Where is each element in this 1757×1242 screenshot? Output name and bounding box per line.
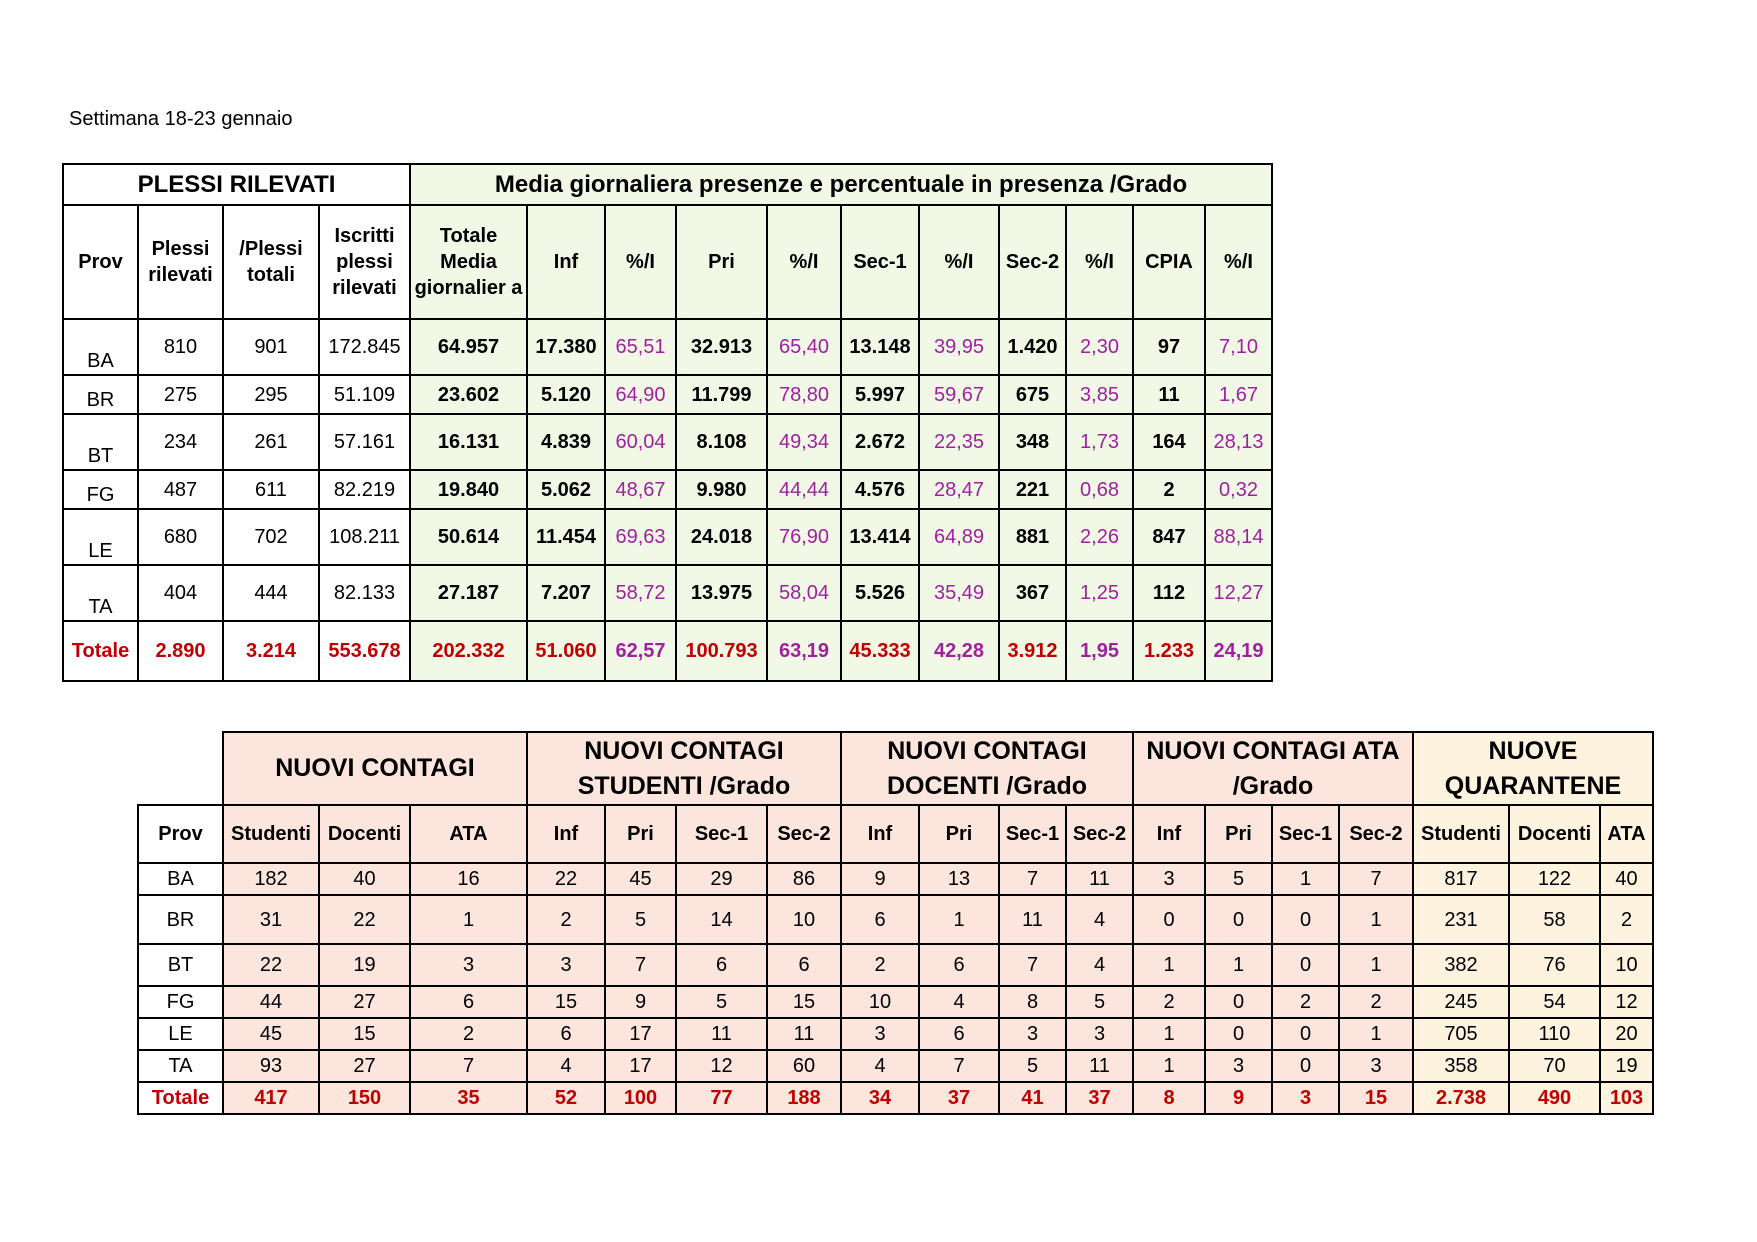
table-row [138, 1018, 1653, 1050]
table-cell: 58,04 [767, 565, 841, 621]
table-cell: 847 [1133, 509, 1205, 565]
table-cell: 27.187 [410, 565, 527, 621]
table-cell: 62,57 [605, 621, 676, 681]
table-cell: 48,67 [605, 470, 676, 509]
table-cell: 0 [1272, 944, 1339, 986]
table-cell: 0 [1205, 986, 1272, 1018]
table-cell: 3 [999, 1018, 1066, 1050]
table-cell: 611 [223, 470, 319, 509]
table-cell: 2 [527, 895, 605, 944]
table-cell: 553.678 [319, 621, 410, 681]
table-cell: 16 [410, 863, 527, 895]
table-cell: 9 [841, 863, 919, 895]
table-cell: 70 [1509, 1050, 1600, 1082]
column-header: %/I [605, 205, 676, 319]
table-cell: 490 [1509, 1082, 1600, 1114]
presence-table [62, 163, 1273, 682]
table-cell: 6 [919, 1018, 999, 1050]
table-cell: 12,27 [1205, 565, 1272, 621]
column-header: Studenti [1413, 805, 1509, 863]
table-cell: 3 [1272, 1082, 1339, 1114]
table-cell: 10 [1600, 944, 1653, 986]
table-cell: 3,85 [1066, 375, 1133, 414]
table-cell: 6 [527, 1018, 605, 1050]
table-cell: 5 [676, 986, 767, 1018]
table-cell: 702 [223, 509, 319, 565]
province-cell: TA [138, 1050, 223, 1082]
province-cell: BA [138, 863, 223, 895]
table-cell: 27 [319, 986, 410, 1018]
table-cell: 0 [1272, 1018, 1339, 1050]
table-cell: 54 [1509, 986, 1600, 1018]
table-cell: 14 [676, 895, 767, 944]
table-cell: 64,90 [605, 375, 676, 414]
table-cell: 1 [1205, 944, 1272, 986]
table-cell: 11 [1066, 863, 1133, 895]
table-cell: 150 [319, 1082, 410, 1114]
table-cell: 231 [1413, 895, 1509, 944]
table-row [138, 1050, 1653, 1082]
table-cell: 2 [1133, 986, 1205, 1018]
table-cell: 7 [605, 944, 676, 986]
column-header: Pri [676, 205, 767, 319]
column-header: ATA [410, 805, 527, 863]
table-cell: 3 [841, 1018, 919, 1050]
province-cell: BA [63, 319, 138, 375]
table-cell: 221 [999, 470, 1066, 509]
table-cell: 1,25 [1066, 565, 1133, 621]
table-cell: 2 [1600, 895, 1653, 944]
group-contagi-studenti: NUOVI CONTAGI STUDENTI /Grado [527, 732, 841, 805]
table-cell: 1.420 [999, 319, 1066, 375]
table-cell: 817 [1413, 863, 1509, 895]
table-cell: 1 [1272, 863, 1339, 895]
column-header: Docenti [319, 805, 410, 863]
table-cell: 7.207 [527, 565, 605, 621]
table-cell: 22 [319, 895, 410, 944]
column-header: %/I [919, 205, 999, 319]
table-row [138, 863, 1653, 895]
table-cell: 11 [1133, 375, 1205, 414]
table-cell: 11.799 [676, 375, 767, 414]
table-cell: 20 [1600, 1018, 1653, 1050]
table-cell: 32.913 [676, 319, 767, 375]
table-cell: 12 [676, 1050, 767, 1082]
table-cell: 9.980 [676, 470, 767, 509]
table-row [63, 414, 1272, 470]
column-header: Pri [605, 805, 676, 863]
table-cell: 82.219 [319, 470, 410, 509]
table-cell: 4 [1066, 895, 1133, 944]
table-cell: 9 [1205, 1082, 1272, 1114]
table-cell: 901 [223, 319, 319, 375]
column-header: Sec-1 [676, 805, 767, 863]
table-cell: 60 [767, 1050, 841, 1082]
table-cell: 34 [841, 1082, 919, 1114]
table-cell: 0 [1205, 1018, 1272, 1050]
table-cell: 15 [767, 986, 841, 1018]
table-cell: 27 [319, 1050, 410, 1082]
table-cell: 8.108 [676, 414, 767, 470]
table-cell: 234 [138, 414, 223, 470]
column-header: Inf [841, 805, 919, 863]
table-cell: 2 [1339, 986, 1413, 1018]
table-cell: 2.672 [841, 414, 919, 470]
table-cell: 5 [605, 895, 676, 944]
province-cell: BR [138, 895, 223, 944]
table-cell: 44 [223, 986, 319, 1018]
table-cell: 11 [1066, 1050, 1133, 1082]
table-cell: 16.131 [410, 414, 527, 470]
table-cell: 6 [767, 944, 841, 986]
table-cell: 59,67 [919, 375, 999, 414]
table-cell: 50.614 [410, 509, 527, 565]
table-cell: 37 [1066, 1082, 1133, 1114]
table-cell: 45 [223, 1018, 319, 1050]
table-cell: 1 [919, 895, 999, 944]
table-cell: 45.333 [841, 621, 919, 681]
column-header: Sec-2 [1339, 805, 1413, 863]
table-cell: 24.018 [676, 509, 767, 565]
table-cell: 444 [223, 565, 319, 621]
table-cell: 39,95 [919, 319, 999, 375]
column-header: Inf [527, 205, 605, 319]
table-cell: 65,51 [605, 319, 676, 375]
table-cell: 13.414 [841, 509, 919, 565]
table-cell: 88,14 [1205, 509, 1272, 565]
table-cell: 40 [319, 863, 410, 895]
table-cell: 22,35 [919, 414, 999, 470]
table-row [138, 986, 1653, 1018]
province-cell: LE [63, 509, 138, 565]
table-cell: 40 [1600, 863, 1653, 895]
table-cell: 487 [138, 470, 223, 509]
table-cell: 28,47 [919, 470, 999, 509]
table-cell: 8 [1133, 1082, 1205, 1114]
table-row [63, 470, 1272, 509]
column-header: Docenti [1509, 805, 1600, 863]
table-cell: 64.957 [410, 319, 527, 375]
table-cell: 11 [999, 895, 1066, 944]
table-cell: 3.912 [999, 621, 1066, 681]
table-cell: 202.332 [410, 621, 527, 681]
plessi-rilevati-header: PLESSI RILEVATI [63, 164, 410, 205]
total-row [63, 621, 1272, 681]
table-cell: 6 [676, 944, 767, 986]
table-cell: 69,63 [605, 509, 676, 565]
column-header: Sec-1 [841, 205, 919, 319]
table-cell: 2,30 [1066, 319, 1133, 375]
table-cell: 77 [676, 1082, 767, 1114]
table-cell: 110 [1509, 1018, 1600, 1050]
group-nuovi-contagi: NUOVI CONTAGI [223, 732, 527, 805]
table-cell: 0 [1272, 895, 1339, 944]
table-cell: 6 [841, 895, 919, 944]
table-cell: 11 [767, 1018, 841, 1050]
table-cell: 2,26 [1066, 509, 1133, 565]
column-header: %/I [767, 205, 841, 319]
table-cell: 367 [999, 565, 1066, 621]
table-cell: 3 [1339, 1050, 1413, 1082]
table-row [138, 895, 1653, 944]
column-header: Inf [1133, 805, 1205, 863]
table-cell: 11.454 [527, 509, 605, 565]
media-presenze-header: Media giornaliera presenze e percentuale in presenza /Grado [410, 164, 1272, 205]
table-cell: 3 [1133, 863, 1205, 895]
table-cell: 12 [1600, 986, 1653, 1018]
table-cell: 5.526 [841, 565, 919, 621]
column-header: Pri [1205, 805, 1272, 863]
province-cell: LE [138, 1018, 223, 1050]
column-header: CPIA [1133, 205, 1205, 319]
table-cell: 31 [223, 895, 319, 944]
table-row [63, 319, 1272, 375]
table-cell: 5.120 [527, 375, 605, 414]
table-cell: 417 [223, 1082, 319, 1114]
column-header: ATA [1600, 805, 1653, 863]
province-cell: BT [63, 414, 138, 470]
table-cell: 3 [410, 944, 527, 986]
table-row [63, 509, 1272, 565]
column-header: Studenti [223, 805, 319, 863]
table-cell: 675 [999, 375, 1066, 414]
table-cell: 100.793 [676, 621, 767, 681]
table-cell: 17.380 [527, 319, 605, 375]
table-cell: 82.133 [319, 565, 410, 621]
table-cell: 2 [1272, 986, 1339, 1018]
table-cell: 10 [841, 986, 919, 1018]
blank-cell [138, 732, 223, 805]
column-header: Sec-1 [999, 805, 1066, 863]
table-cell: 172.845 [319, 319, 410, 375]
table-cell: 1 [1133, 1050, 1205, 1082]
table-cell: 22 [527, 863, 605, 895]
column-header: /Plessi totali [223, 205, 319, 319]
group-contagi-ata: NUOVI CONTAGI ATA /Grado [1133, 732, 1413, 805]
table-cell: 11 [676, 1018, 767, 1050]
table-cell: 1 [1339, 1018, 1413, 1050]
table-cell: 10 [767, 895, 841, 944]
table-cell: 1,73 [1066, 414, 1133, 470]
table-cell: 295 [223, 375, 319, 414]
table-cell: 3.214 [223, 621, 319, 681]
table-cell: 5.997 [841, 375, 919, 414]
table-cell: 2 [1133, 470, 1205, 509]
table-cell: 4 [527, 1050, 605, 1082]
table-cell: 1 [1133, 1018, 1205, 1050]
table-cell: 2.890 [138, 621, 223, 681]
table-cell: 881 [999, 509, 1066, 565]
table-cell: 51.060 [527, 621, 605, 681]
province-cell: FG [63, 470, 138, 509]
table-cell: 261 [223, 414, 319, 470]
table-cell: 51.109 [319, 375, 410, 414]
table-cell: 3 [527, 944, 605, 986]
table-cell: 164 [1133, 414, 1205, 470]
table-cell: 6 [919, 944, 999, 986]
table-cell: 0 [1205, 895, 1272, 944]
table-cell: 5 [1205, 863, 1272, 895]
table-cell: 4 [919, 986, 999, 1018]
table-cell: 78,80 [767, 375, 841, 414]
table-cell: 17 [605, 1050, 676, 1082]
table-cell: 76 [1509, 944, 1600, 986]
table-cell: 112 [1133, 565, 1205, 621]
province-cell: Totale [138, 1082, 223, 1114]
table-cell: 7 [410, 1050, 527, 1082]
table-cell: 49,34 [767, 414, 841, 470]
column-header: Totale Media giornalier a [410, 205, 527, 319]
table-cell: 15 [1339, 1082, 1413, 1114]
column-header: Plessi rilevati [138, 205, 223, 319]
table-cell: 348 [999, 414, 1066, 470]
province-cell: Totale [63, 621, 138, 681]
table-cell: 35 [410, 1082, 527, 1114]
table-cell: 182 [223, 863, 319, 895]
table-cell: 58,72 [605, 565, 676, 621]
table-cell: 60,04 [605, 414, 676, 470]
table-cell: 1,67 [1205, 375, 1272, 414]
table-cell: 1,95 [1066, 621, 1133, 681]
table-cell: 1 [410, 895, 527, 944]
group-nuove-quarantene: NUOVE QUARANTENE [1413, 732, 1653, 805]
table-row [63, 375, 1272, 414]
table-cell: 23.602 [410, 375, 527, 414]
table-cell: 97 [1133, 319, 1205, 375]
column-header: Prov [138, 805, 223, 863]
table-cell: 108.211 [319, 509, 410, 565]
table-cell: 1 [1133, 944, 1205, 986]
table-cell: 0,68 [1066, 470, 1133, 509]
table-cell: 188 [767, 1082, 841, 1114]
table-cell: 1.233 [1133, 621, 1205, 681]
table-cell: 13.975 [676, 565, 767, 621]
column-header: Sec-2 [1066, 805, 1133, 863]
column-header: %/I [1205, 205, 1272, 319]
table-cell: 37 [919, 1082, 999, 1114]
column-header: Iscritti plessi rilevati [319, 205, 410, 319]
table-cell: 0 [1133, 895, 1205, 944]
table-cell: 810 [138, 319, 223, 375]
table-cell: 4.576 [841, 470, 919, 509]
table-cell: 63,19 [767, 621, 841, 681]
table-cell: 4.839 [527, 414, 605, 470]
column-header: Inf [527, 805, 605, 863]
table-cell: 29 [676, 863, 767, 895]
province-cell: TA [63, 565, 138, 621]
column-header: %/I [1066, 205, 1133, 319]
table-cell: 7 [919, 1050, 999, 1082]
group-contagi-docenti: NUOVI CONTAGI DOCENTI /Grado [841, 732, 1133, 805]
table-cell: 7,10 [1205, 319, 1272, 375]
table-cell: 2 [841, 944, 919, 986]
table-cell: 7 [1339, 863, 1413, 895]
table-cell: 22 [223, 944, 319, 986]
table-cell: 4 [1066, 944, 1133, 986]
table-cell: 245 [1413, 986, 1509, 1018]
column-header: Prov [63, 205, 138, 319]
table-cell: 5.062 [527, 470, 605, 509]
table-cell: 103 [1600, 1082, 1653, 1114]
table-cell: 93 [223, 1050, 319, 1082]
table-cell: 0 [1272, 1050, 1339, 1082]
table-cell: 58 [1509, 895, 1600, 944]
week-label: Settimana 18-23 gennaio [69, 108, 293, 130]
table-cell: 76,90 [767, 509, 841, 565]
table-cell: 65,40 [767, 319, 841, 375]
table-cell: 19.840 [410, 470, 527, 509]
table-cell: 41 [999, 1082, 1066, 1114]
column-header: Pri [919, 805, 999, 863]
table-cell: 64,89 [919, 509, 999, 565]
table-cell: 44,44 [767, 470, 841, 509]
table-cell: 6 [410, 986, 527, 1018]
table-cell: 8 [999, 986, 1066, 1018]
table-cell: 680 [138, 509, 223, 565]
table-cell: 382 [1413, 944, 1509, 986]
table-cell: 13 [919, 863, 999, 895]
table-cell: 19 [1600, 1050, 1653, 1082]
table-cell: 15 [527, 986, 605, 1018]
table-cell: 1 [1339, 895, 1413, 944]
table-cell: 24,19 [1205, 621, 1272, 681]
province-cell: BT [138, 944, 223, 986]
province-cell: BR [63, 375, 138, 414]
table-cell: 17 [605, 1018, 676, 1050]
table-cell: 86 [767, 863, 841, 895]
table-cell: 275 [138, 375, 223, 414]
table-row [63, 565, 1272, 621]
table-cell: 9 [605, 986, 676, 1018]
table-cell: 15 [319, 1018, 410, 1050]
column-header: Sec-2 [999, 205, 1066, 319]
table-cell: 100 [605, 1082, 676, 1114]
column-header: Sec-2 [767, 805, 841, 863]
table-cell: 7 [999, 863, 1066, 895]
total-row [138, 1082, 1653, 1114]
table-cell: 57.161 [319, 414, 410, 470]
table-cell: 5 [1066, 986, 1133, 1018]
table-cell: 2.738 [1413, 1082, 1509, 1114]
table-cell: 5 [999, 1050, 1066, 1082]
table-cell: 358 [1413, 1050, 1509, 1082]
table-cell: 42,28 [919, 621, 999, 681]
table-cell: 3 [1066, 1018, 1133, 1050]
table-cell: 705 [1413, 1018, 1509, 1050]
table-cell: 0,32 [1205, 470, 1272, 509]
table-cell: 122 [1509, 863, 1600, 895]
table-cell: 52 [527, 1082, 605, 1114]
table-cell: 404 [138, 565, 223, 621]
table-cell: 4 [841, 1050, 919, 1082]
table-cell: 35,49 [919, 565, 999, 621]
table-cell: 45 [605, 863, 676, 895]
table-cell: 7 [999, 944, 1066, 986]
table-cell: 3 [1205, 1050, 1272, 1082]
table-row [138, 944, 1653, 986]
province-cell: FG [138, 986, 223, 1018]
table-cell: 2 [410, 1018, 527, 1050]
table-cell: 13.148 [841, 319, 919, 375]
table-cell: 1 [1339, 944, 1413, 986]
column-header: Sec-1 [1272, 805, 1339, 863]
table-cell: 28,13 [1205, 414, 1272, 470]
contagi-table [137, 731, 1654, 1115]
table-cell: 19 [319, 944, 410, 986]
